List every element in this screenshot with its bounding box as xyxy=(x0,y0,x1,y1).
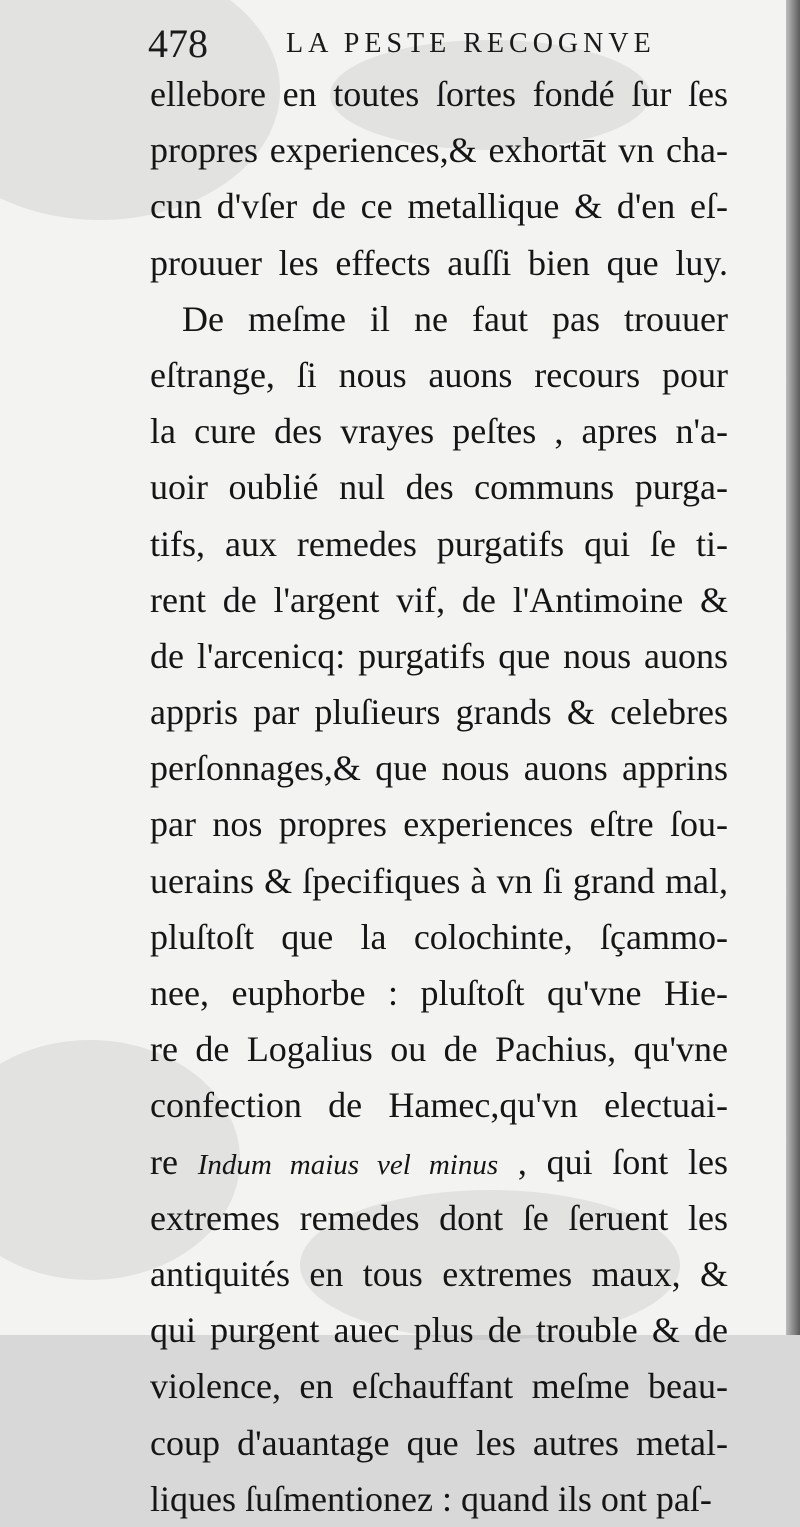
text-line: re de Logalius ou de Pachius, qu'vne xyxy=(150,1029,728,1070)
text-line: par nos propres experiences eſtre ſou- xyxy=(150,804,728,845)
text-line: liques ſuſmentionez : quand ils ont paſ- xyxy=(150,1478,712,1519)
text-line: confection de Hamec,qu'vn electuai- xyxy=(150,1085,728,1126)
text-line: qui purgent auec plus de trouble & de xyxy=(150,1310,728,1351)
text-line: de l'arcenicq: purgatifs que nous auons xyxy=(150,635,728,676)
page-edge-shadow xyxy=(786,0,800,1335)
text-line: cun d'vſer de ce metallique & d'en eſ- xyxy=(150,186,728,227)
text-line: pluſtoſt que la colochinte, ſçammo- xyxy=(150,916,728,957)
text-line: uoir oublié nul des communs purga- xyxy=(150,467,728,508)
text-line: eſtrange, ſi nous auons recours pour xyxy=(150,354,728,395)
text-line: propres experiences,& exhortāt vn cha- xyxy=(150,130,728,171)
text-line: rent de l'argent vif, de l'Antimoine & xyxy=(150,579,728,620)
text-line: appris par pluſieurs grands & celebres xyxy=(150,692,728,733)
text-line: extremes remedes dont ſe ſeruent les xyxy=(150,1197,728,1238)
text-line: violence, en eſchauffant meſme beau- xyxy=(150,1366,728,1407)
text-line: uerains & ſpecifiques à vn ſi grand mal, xyxy=(150,860,728,901)
text-line: perſonnages,& que nous auons apprins xyxy=(150,748,728,789)
text-line-with-italic xyxy=(150,1134,728,1190)
text-fragment: re xyxy=(150,1141,178,1182)
page-header xyxy=(148,18,708,68)
text-line: tifs, aux remedes purgatifs qui ſe ti- xyxy=(150,523,728,564)
text-fragment: , qui ſont les xyxy=(517,1141,729,1182)
text-line: antiquités en tous extremes maux, & xyxy=(150,1253,728,1294)
running-title: LA PESTE RECOGNVE xyxy=(286,28,656,59)
text-line: coup d'auantage que les autres metal- xyxy=(150,1422,728,1463)
text-line: la cure des vrayes peſtes , apres n'a- xyxy=(150,411,728,452)
italic-latin-phrase: Indum maius vel minus xyxy=(197,1148,499,1181)
text-line: nee, euphorbe : pluſtoſt qu'vne Hie- xyxy=(150,973,728,1013)
page-number: 478 xyxy=(148,21,208,66)
text-line: ellebore en toutes ſortes fondé ſur ſes xyxy=(150,74,728,114)
text-line: prouuer les effects auſſi bien que luy. xyxy=(150,242,728,283)
body-text xyxy=(150,66,728,1527)
text-line: De meſme il ne faut pas trouuer xyxy=(182,298,728,339)
